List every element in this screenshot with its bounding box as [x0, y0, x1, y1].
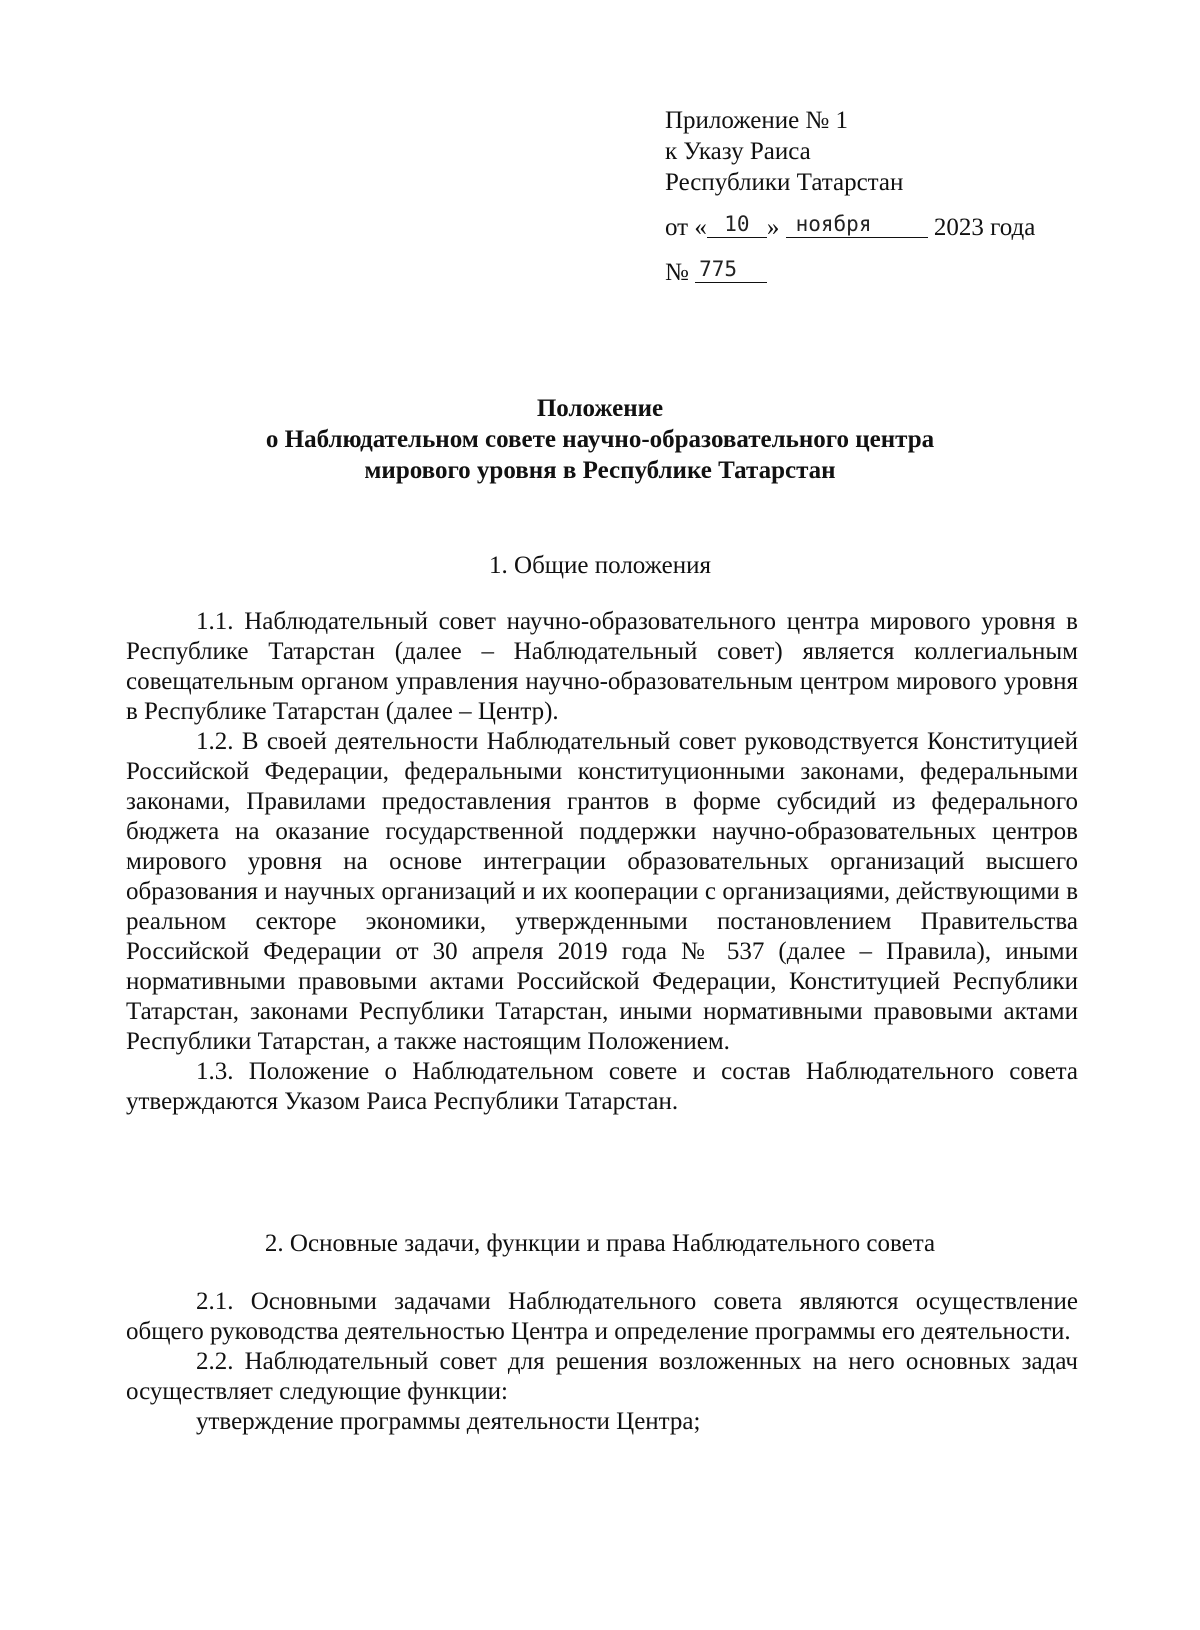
section-2-heading: 2. Основные задачи, функции и права Наблюдательного совета	[264, 1230, 936, 1257]
number-value: 775	[695, 256, 767, 283]
date-mid: »	[766, 214, 780, 241]
document-title	[120, 393, 1080, 486]
decree-date	[665, 211, 1085, 243]
section-1-heading: 1. Общие положения	[489, 552, 711, 579]
paragraph-1-2: 1.2. В своей деятельности Наблюдательный совет руководствуется Конституцией Российской Федерации, федеральными конституционными законами, федеральными законами, Правилами предоставления грантов в форме субсидий из федерального бюджета на оказание государственной поддержки научно-образовательных центров мирового уровня на основе интеграции образовательных организаций высшего образования и научных организаций и их кооперации с организациями, действующими в реальном секторе экономики, утвержденными постановлением Правительства Российской Федерации от 30 апреля 2019 года № 537 (далее – Правила), иными нормативными правовыми актами Российской Федерации, Конституцией Республики Татарстан, законами Республики Татарстан, иными нормативными правовыми актами Республики Татарстан, а также настоящим Положением.	[126, 728, 1078, 1055]
paragraph-2-2: 2.2. Наблюдательный совет для решения возложенных на него основных задач осуществляет следующие функции:	[126, 1348, 1078, 1405]
date-month: ноября	[786, 211, 928, 238]
paragraph-1-1: 1.1. Наблюдательный совет научно-образовательного центра мирового уровня в Республике Татарстан (далее – Наблюдательный совет) является коллегиальным совещательным органом управления научно-образовательным центром мирового уровня в Республике Татарстан (далее – Центр).	[126, 608, 1078, 725]
appendix-decree-ref: к Указу Раиса	[665, 138, 811, 165]
appendix-header	[665, 105, 1085, 288]
date-prefix: от «	[665, 214, 707, 241]
paragraph-1-3: 1.3. Положение о Наблюдательном совете и состав Наблюдательного совета утверждаются Указом Раиса Республики Татарстан.	[126, 1058, 1078, 1115]
section-1-body	[126, 607, 1078, 1117]
appendix-republic: Республики Татарстан	[665, 169, 904, 196]
decree-number	[665, 256, 1085, 288]
appendix-number: Приложение № 1	[665, 107, 849, 134]
title-line-3: мирового уровня в Республике Татарстан	[364, 457, 836, 484]
title-line-2: о Наблюдательном совете научно-образовательного центра	[265, 426, 935, 453]
number-prefix: №	[665, 259, 689, 286]
date-year: 2023 года	[933, 214, 1036, 241]
title-line-1: Положение	[536, 395, 664, 422]
section-2-body	[126, 1287, 1078, 1437]
date-day: 10	[707, 211, 767, 238]
function-item-1: утверждение программы деятельности Центра;	[196, 1408, 701, 1435]
paragraph-2-1: 2.1. Основными задачами Наблюдательного совета являются осуществление общего руководства деятельностью Центра и определение программы его деятельности.	[126, 1288, 1078, 1345]
